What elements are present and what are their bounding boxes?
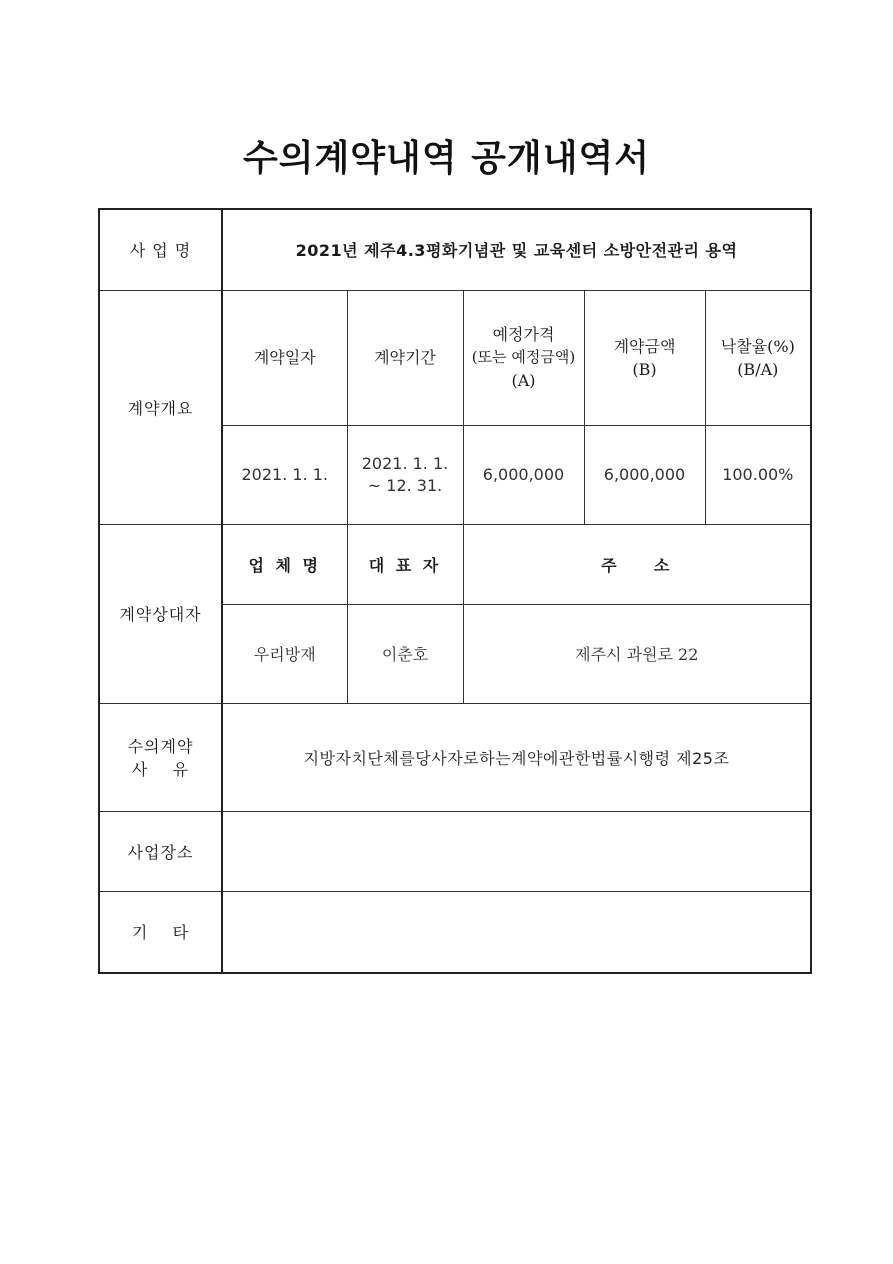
contract-period-value-line2: ~ 12. 31.	[367, 475, 443, 495]
bid-rate-header	[705, 290, 811, 425]
estimated-price-header-line2: (또는 예정금액)	[471, 348, 576, 366]
contract-amount-value: 6,000,000	[584, 425, 705, 524]
etc-row	[99, 891, 811, 973]
etc-value	[222, 891, 811, 973]
reason-label	[99, 703, 222, 811]
location-row	[99, 811, 811, 891]
reason-label-line1: 수의계약	[127, 737, 194, 756]
project-row	[99, 209, 811, 290]
contract-amount-header-line2: (B)	[632, 359, 657, 379]
address-value: 제주시 과원로 22	[463, 604, 811, 703]
estimated-price-header	[463, 290, 584, 425]
location-value	[222, 811, 811, 891]
bid-rate-header-line2: (B/A)	[737, 359, 779, 379]
company-header: 업 체 명	[222, 524, 347, 604]
contract-period-header: 계약기간	[347, 290, 463, 425]
page-title: 수의계약내역 공개내역서	[242, 138, 651, 179]
counterparty-header-row	[99, 524, 811, 604]
address-header: 주 소	[463, 524, 811, 604]
estimated-price-value: 6,000,000	[463, 425, 584, 524]
project-label: 사 업 명	[99, 209, 222, 290]
representative-value: 이춘호	[347, 604, 463, 703]
contract-date-value: 2021. 1. 1.	[222, 425, 347, 524]
reason-label-line2: 사 유	[131, 760, 190, 779]
contract-period-value-line1: 2021. 1. 1.	[361, 453, 449, 473]
contract-period-value	[347, 425, 463, 524]
contract-disclosure-table	[98, 208, 812, 974]
project-name-value: 2021년 제주4.3평화기념관 및 교육센터 소방안전관리 용역	[222, 209, 811, 290]
contract-amount-header-line1: 계약금액	[613, 336, 676, 356]
bid-rate-value: 100.00%	[705, 425, 811, 524]
estimated-price-header-line1: 예정가격	[492, 325, 555, 344]
etc-label: 기 타	[99, 891, 222, 973]
estimated-price-header-line3: (A)	[511, 371, 536, 390]
bid-rate-header-line1: 낙찰율(%)	[720, 336, 795, 356]
counterparty-label: 계약상대자	[99, 524, 222, 703]
representative-header: 대 표 자	[347, 524, 463, 604]
reason-row	[99, 703, 811, 811]
contract-date-header: 계약일자	[222, 290, 347, 425]
location-label: 사업장소	[99, 811, 222, 891]
reason-value: 지방자치단체를당사자로하는계약에관한법률시행령 제25조	[222, 703, 811, 811]
contract-amount-header	[584, 290, 705, 425]
overview-header-row	[99, 290, 811, 425]
company-value: 우리방재	[222, 604, 347, 703]
overview-label: 계약개요	[99, 290, 222, 524]
